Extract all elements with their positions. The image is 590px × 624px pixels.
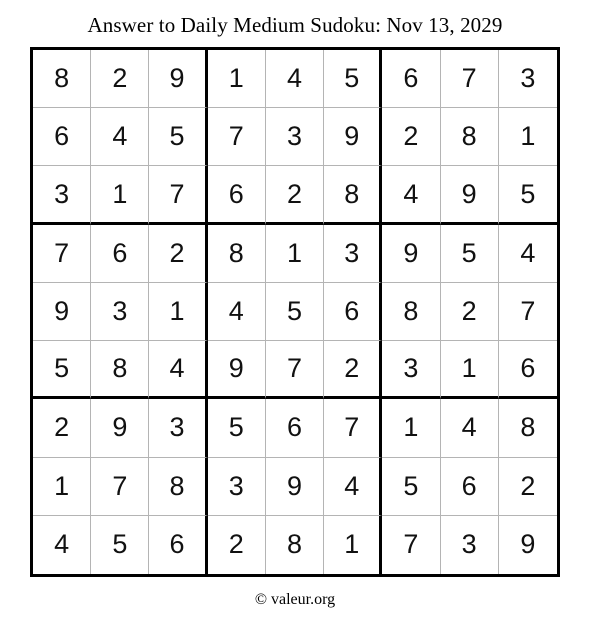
sudoku-cell: 1 <box>91 166 149 224</box>
sudoku-cell: 9 <box>208 341 266 399</box>
sudoku-cell: 9 <box>149 50 207 108</box>
sudoku-cell: 8 <box>33 50 91 108</box>
sudoku-cell: 1 <box>441 341 499 399</box>
sudoku-cell: 8 <box>91 341 149 399</box>
sudoku-cell: 4 <box>33 516 91 574</box>
sudoku-cell: 1 <box>266 225 324 283</box>
sudoku-cell: 3 <box>91 283 149 341</box>
sudoku-cell: 7 <box>208 108 266 166</box>
sudoku-cell: 5 <box>266 283 324 341</box>
sudoku-cell: 3 <box>324 225 382 283</box>
copyright-footer: © valeur.org <box>254 591 336 608</box>
sudoku-cell: 2 <box>499 458 557 516</box>
sudoku-cell: 7 <box>441 50 499 108</box>
sudoku-cell: 5 <box>324 50 382 108</box>
sudoku-cell: 4 <box>499 225 557 283</box>
sudoku-cell: 3 <box>441 516 499 574</box>
sudoku-cell: 2 <box>33 399 91 457</box>
sudoku-cell: 9 <box>266 458 324 516</box>
sudoku-cell: 9 <box>441 166 499 224</box>
sudoku-cell: 5 <box>91 516 149 574</box>
sudoku-cell: 7 <box>266 341 324 399</box>
sudoku-cell: 5 <box>33 341 91 399</box>
sudoku-cell: 5 <box>441 225 499 283</box>
sudoku-cell: 7 <box>33 225 91 283</box>
sudoku-cell: 5 <box>499 166 557 224</box>
sudoku-cell: 3 <box>266 108 324 166</box>
sudoku-cell: 8 <box>441 108 499 166</box>
sudoku-cell: 5 <box>208 399 266 457</box>
sudoku-cell: 1 <box>149 283 207 341</box>
sudoku-cell: 2 <box>208 516 266 574</box>
sudoku-cell: 8 <box>499 399 557 457</box>
sudoku-cell: 3 <box>149 399 207 457</box>
sudoku-cell: 4 <box>149 341 207 399</box>
sudoku-cell: 6 <box>91 225 149 283</box>
sudoku-cell: 6 <box>149 516 207 574</box>
sudoku-cell: 7 <box>91 458 149 516</box>
page-title: Answer to Daily Medium Sudoku: Nov 13, 2029 <box>87 13 503 37</box>
sudoku-cell: 2 <box>266 166 324 224</box>
sudoku-cell: 9 <box>382 225 440 283</box>
sudoku-cell: 3 <box>208 458 266 516</box>
sudoku-cell: 5 <box>382 458 440 516</box>
sudoku-cell: 4 <box>324 458 382 516</box>
sudoku-cell: 4 <box>441 399 499 457</box>
sudoku-board <box>30 47 560 577</box>
sudoku-cell: 1 <box>499 108 557 166</box>
sudoku-cell: 6 <box>441 458 499 516</box>
sudoku-cell: 3 <box>499 50 557 108</box>
sudoku-cell: 2 <box>441 283 499 341</box>
sudoku-cell: 6 <box>266 399 324 457</box>
sudoku-cell: 8 <box>208 225 266 283</box>
sudoku-cell: 1 <box>33 458 91 516</box>
sudoku-cell: 4 <box>266 50 324 108</box>
sudoku-cell: 8 <box>382 283 440 341</box>
sudoku-cell: 3 <box>33 166 91 224</box>
sudoku-cell: 1 <box>208 50 266 108</box>
sudoku-cell: 9 <box>520 529 536 560</box>
sudoku-cell: 4 <box>382 166 440 224</box>
sudoku-cell: 6 <box>382 50 440 108</box>
sudoku-cell: 4 <box>91 108 149 166</box>
sudoku-cell: 6 <box>33 108 91 166</box>
sudoku-cell: 6 <box>499 341 557 399</box>
sudoku-cell: 8 <box>266 516 324 574</box>
sudoku-cell: 3 <box>382 341 440 399</box>
sudoku-cell: 2 <box>382 108 440 166</box>
sudoku-cell: 1 <box>382 399 440 457</box>
sudoku-cell: 6 <box>324 283 382 341</box>
sudoku-cell: 5 <box>149 108 207 166</box>
sudoku-cell: 2 <box>91 50 149 108</box>
sudoku-cell: 2 <box>324 341 382 399</box>
sudoku-cell: 1 <box>324 516 382 574</box>
sudoku-cell: 7 <box>382 516 440 574</box>
sudoku-cell: 9 <box>33 283 91 341</box>
sudoku-cell: 2 <box>149 225 207 283</box>
sudoku-cell: 9 <box>91 399 149 457</box>
sudoku-cell: 7 <box>149 166 207 224</box>
sudoku-cell: 4 <box>208 283 266 341</box>
sudoku-cell: 8 <box>324 166 382 224</box>
sudoku-cell: 6 <box>208 166 266 224</box>
sudoku-cell: 7 <box>324 399 382 457</box>
sudoku-cell: 9 <box>324 108 382 166</box>
sudoku-cell: 8 <box>149 458 207 516</box>
sudoku-cell: 7 <box>499 283 557 341</box>
